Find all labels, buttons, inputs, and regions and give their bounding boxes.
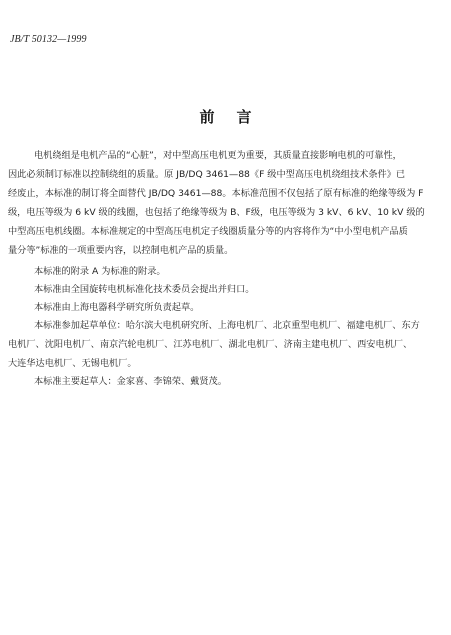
paragraph-line: 电机绕组是电机产品的“心脏”，对中型高压电机更为重要，其质量直接影响电机的可靠性， — [34, 150, 402, 161]
paragraph-line: 电机厂、沈阳电机厂、南京汽轮电机厂、江苏电机厂、湖北电机厂、济南主建电机厂、西安电机厂、 — [8, 339, 413, 350]
paragraph-line: 大连华达电机厂、无锡电机厂。 — [8, 358, 137, 369]
paragraph-line: 本标准参加起草单位：哈尔滨大电机研究所、上海电机厂、北京重型电机厂、福建电机厂、东方 — [34, 320, 420, 331]
page-title: 前言 — [199, 108, 274, 126]
paragraph-line: 量分等”标准的一项重要内容，以控制电机产品的质量。 — [8, 245, 234, 256]
paragraph-participants — [8, 316, 446, 373]
paragraph-authors — [34, 372, 446, 391]
paragraph-line: 本标准由上海电器科学研究所负责起草。 — [34, 302, 200, 313]
paragraph-line: 本标准的附录 A 为标准的附录。 — [34, 266, 166, 277]
paragraph-line: 本标准由全国旋转电机标准化技术委员会提出并归口。 — [34, 284, 255, 295]
paragraph-line: 级，电压等级为 6 kV 级的线圈，也包括了绝缘等级为 B、F级，电压等级为 3 kV、6 kV、10 kV 级的 — [8, 207, 425, 218]
paragraph-line: 因此必须制订标准以控制绕组的质量。原 JB/DQ 3461—88《F 级中型高压电机绕组技术条件》已 — [8, 169, 406, 180]
paragraph-line: 中型高压电机线圈。本标准规定的中型高压电机定子线圈质量分等的内容将作为“中小型电机产品质 — [8, 226, 408, 237]
paragraph-appendix — [34, 262, 446, 281]
paragraph-line: 经废止，本标准的制订将全面替代 JB/DQ 3461—88。本标准范围不仅包括了原有标准的绝缘等级为 F — [8, 188, 424, 199]
standard-number: JB/T 50132—1999 — [10, 34, 87, 45]
paragraph-proposer — [34, 280, 446, 299]
paragraph-line: 本标准主要起草人：金家喜、李锦荣、戴贤茂。 — [34, 376, 227, 387]
paragraph-drafter — [34, 298, 446, 317]
paragraph-intro — [8, 146, 446, 260]
